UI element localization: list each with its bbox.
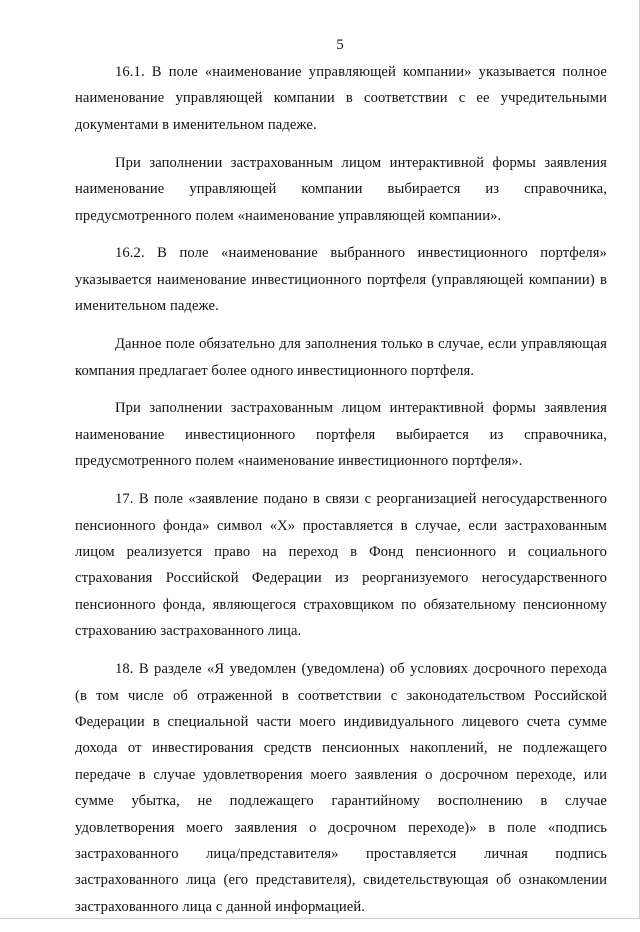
paragraph-16-2-interactive-form: При заполнении застрахованным лицом интерактивной формы заявления наименование инвестиционного портфеля выбирается из справочника, предусмотренного полем «наименование инвестиционного портфеля». <box>75 400 607 470</box>
page-number: 5 <box>336 37 344 53</box>
document-body <box>75 59 607 932</box>
paragraph-18: 18. В разделе «Я уведомлен (уведомлена) об условиях досрочного перехода (в том числе об отраженной в соответствии с законодательством Российской Федерации в специальной части моего индивидуального лицевого счета сумме дохода от инвестирования средств пенсионных накоплений, не подлежащего передаче в случае удовлетворения моего заявления о досрочном переходе, или сумме убытка, не подлежащего гарантийному восполнению в случае удовлетворения моего заявления о досрочном переходе)» в поле «подпись застрахованного лица/представителя» проставляется личная подпись застрахованного лица (его представителя), свидетельствующая об ознакомлении застрахованного лица с данной информацией. <box>75 661 607 915</box>
paragraph-16-2: 16.2. В поле «наименование выбранного инвестиционного портфеля» указывается наименование инвестиционного портфеля (управляющей компании) в именительном падеже. <box>75 245 607 315</box>
paragraph-16-2-mandatory-field: Данное поле обязательно для заполнения только в случае, если управляющая компания предлагает более одного инвестиционного портфеля. <box>75 336 607 379</box>
paragraph-16-1-interactive-form: При заполнении застрахованным лицом интерактивной формы заявления наименование управляющей компании выбирается из справочника, предусмотренного полем «наименование управляющей компании». <box>75 154 607 224</box>
paragraph-17: 17. В поле «заявление подано в связи с реорганизацией негосударственного пенсионного фонда» символ «X» проставляется в случае, если застрахованным лицом реализуется право на переход в Фонд пенсионного и социального страхования Российской Федерации из реорганизуемого негосударственного пенсионного фонда, являющегося страховщиком по обязательному пенсионному страхованию застрахованного лица. <box>75 491 607 640</box>
paragraph-16-1: 16.1. В поле «наименование управляющей компании» указывается полное наименование управляющей компании в соответствии с ее учредительными документами в именительном падеже. <box>75 64 607 133</box>
